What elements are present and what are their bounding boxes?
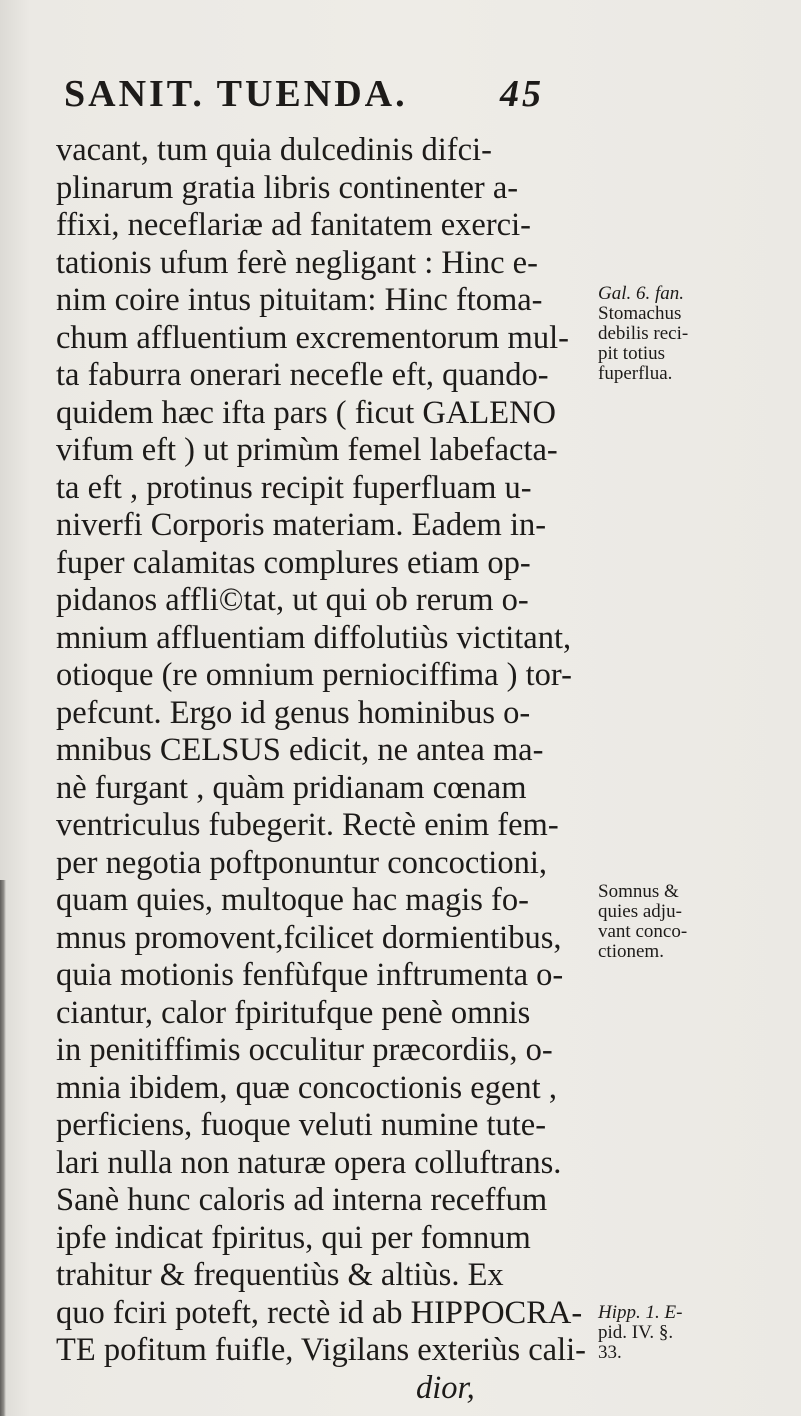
text-line: chum affluentium excrementorum mul- [56, 319, 569, 356]
margin-note-hippocrates [598, 1303, 682, 1363]
text-line: mnibus CELSUS edicit, ne antea ma- [56, 732, 544, 768]
text-line: mnus promovent,fcilicet dormientibus, [56, 919, 562, 956]
text-line: quia motionis fenfùfque inftrumenta o- [56, 957, 564, 993]
text-line: quam quies, multoque hac magis fo- [56, 882, 529, 918]
margin-note-galen [598, 284, 688, 384]
margin-note-somnus [598, 882, 687, 962]
text-line: quidem hæc ifta pars ( ficut GALENO [56, 394, 557, 431]
margin-note-line: debilis reci- [598, 323, 689, 344]
margin-note-line: quies adju- [598, 901, 682, 922]
text-line: mnia ibidem, quæ concoctionis egent , [56, 1069, 557, 1106]
margin-note-line: Gal. 6. fan. [598, 283, 685, 304]
text-line-catchword: dior, [416, 1369, 475, 1406]
body-text [56, 132, 596, 1407]
text-line: ventriculus fubegerit. Rectè enim fem- [56, 807, 559, 843]
text-line: niverfi Corporis materiam. Eadem in- [56, 507, 547, 543]
text-line: per negotia poftponuntur concoctioni, [56, 844, 547, 881]
text-line: pefcunt. Ergo id genus hominibus o- [56, 694, 531, 731]
text-line: fuper calamitas complures etiam op- [56, 544, 531, 581]
margin-note-line: 33. [598, 1342, 622, 1363]
text-line: vifum eft ) ut primùm femel labefacta- [56, 432, 558, 468]
page-number: 45 [500, 73, 544, 115]
text-line: mnium affluentiam diffolutiùs victitant, [56, 619, 572, 656]
margin-note-line: vant conco- [598, 921, 688, 942]
running-head [64, 64, 584, 124]
margin-note-line: Somnus & [598, 881, 679, 902]
text-line: tationis ufum ferè negligant : Hinc e- [56, 244, 538, 281]
margin-note-line: pid. IV. §. [598, 1322, 674, 1343]
text-line: nim coire intus pituitam: Hinc ftoma- [56, 282, 543, 318]
text-line: ffixi, neceflariæ ad fanitatem exerci- [56, 207, 531, 243]
text-line: ipfe indicat fpiritus, qui per fomnum [56, 1219, 531, 1256]
margin-note-line: Hipp. 1. E- [598, 1302, 683, 1323]
text-line: quo fciri poteft, rectè id ab HIPPOCRA- [56, 1294, 583, 1331]
running-head-title: SANIT. TUENDA. [64, 73, 408, 115]
text-line: in penitiffimis occulitur præcordiis, o- [56, 1032, 553, 1068]
text-line: nè furgant , quàm pridianam cœnam [56, 769, 527, 806]
text-line: perficiens, fuoque veluti numine tute- [56, 1107, 547, 1143]
text-line: otioque (re omnium perniociffima ) tor- [56, 657, 572, 693]
text-line: vacant, tum quia dulcedinis difci- [56, 132, 492, 168]
text-line: trahitur & frequentiùs & altiùs. Ex [56, 1257, 504, 1293]
text-line: ta faburra onerari necefle eft, quando- [56, 357, 549, 393]
text-line: pidanos affli©tat, ut qui ob rerum o- [56, 582, 529, 618]
text-line: ciantur, calor fpiritufque penè omnis [56, 994, 531, 1031]
margin-note-line: pit totius [598, 343, 666, 364]
text-line: Sanè hunc caloris ad interna receffum [56, 1182, 548, 1218]
text-line: TE pofitum fuifle, Vigilans exteriùs cali- [56, 1332, 586, 1368]
margin-note-line: fuperflua. [598, 363, 673, 384]
text-line: ta eft , protinus recipit fuperfluam u- [56, 469, 532, 506]
margin-note-line: ctionem. [598, 941, 664, 962]
text-line: plinarum gratia libris continenter a- [56, 169, 519, 206]
binding-edge-shadow [0, 880, 6, 1416]
margin-note-line: Stomachus [598, 303, 682, 324]
text-line: lari nulla non naturæ opera colluftrans. [56, 1144, 562, 1181]
